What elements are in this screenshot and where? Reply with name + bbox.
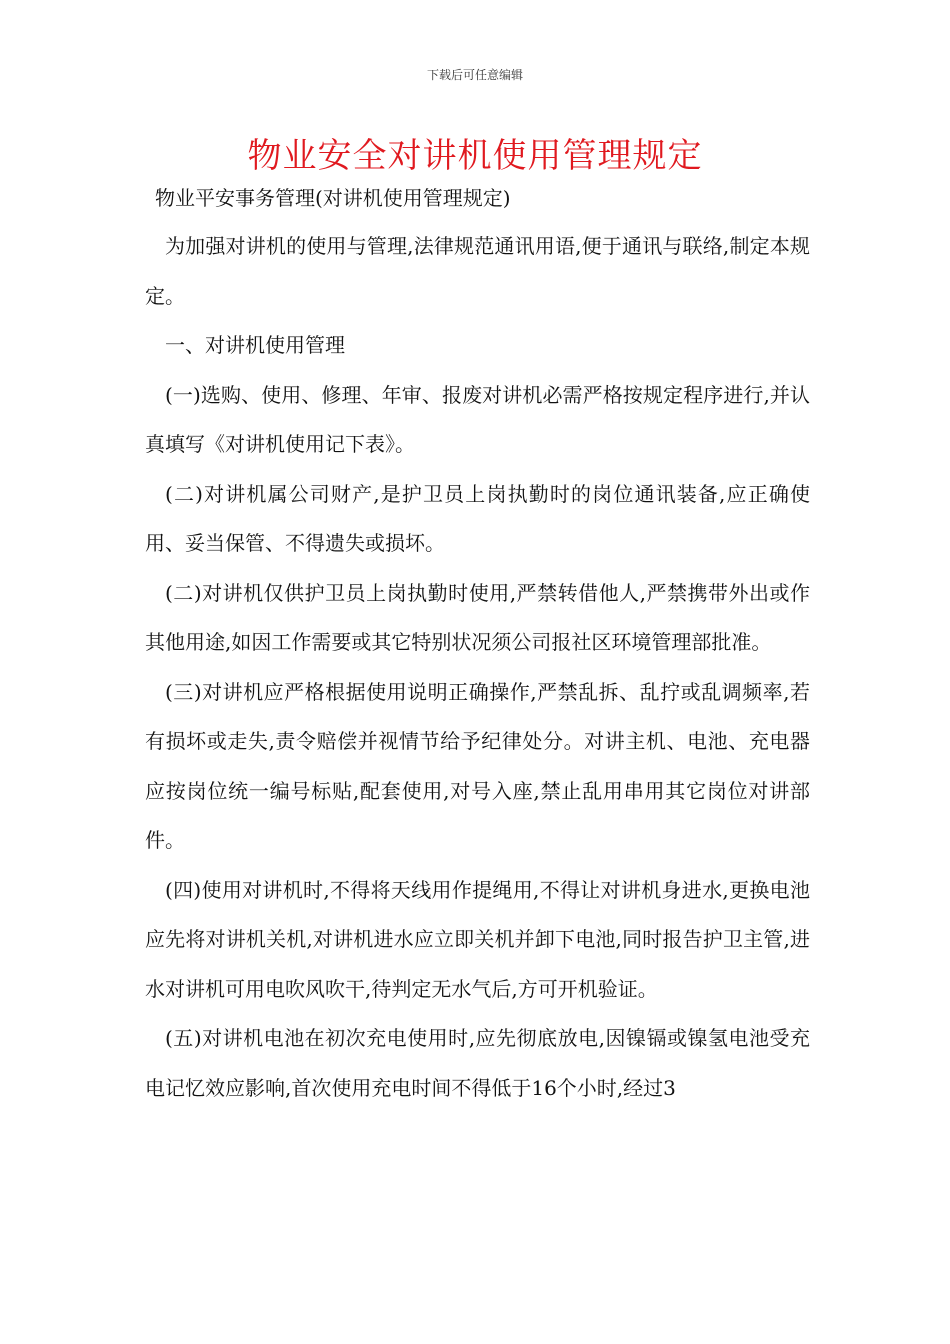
- paragraph-item-5: (四)使用对讲机时,不得将天线用作提绳用,不得让对讲机身进水,更换电池应先将对讲机关机,对讲机进水应立即关机并卸下电池,同时报告护卫主管,进水对讲机可用电吹风吹干,待判定无水气后,方可开机验证。: [145, 877, 810, 1001]
- document-subtitle: 物业平安事务管理(对讲机使用管理规定): [155, 186, 511, 210]
- document-body: [145, 178, 810, 1113]
- document-title: 物业安全对讲机使用管理规定: [247, 136, 703, 176]
- paragraph-item-6: (五)对讲机电池在初次充电使用时,应先彻底放电,因镍镉或镍氢电池受充电记忆效应影响,首次使用充电时间不得低于16个小时,经过3: [145, 1026, 810, 1100]
- paragraph-item-3: (二)对讲机仅供护卫员上岗执勤时使用,严禁转借他人,严禁携带外出或作其他用途,如因工作需要或其它特别状况须公司报社区环境管理部批准。: [145, 580, 810, 654]
- paragraph-intro: 为加强对讲机的使用与管理,法律规范通讯用语,便于通讯与联络,制定本规定。: [145, 234, 810, 308]
- paragraph-item-2: (二)对讲机属公司财产,是护卫员上岗执勤时的岗位通讯装备,应正确使用、妥当保管、不得遗失或损坏。: [145, 481, 810, 555]
- paragraph-item-1: (一)选购、使用、修理、年审、报废对讲机必需严格按规定程序进行,并认真填写《对讲机使用记下表》。: [145, 382, 810, 456]
- paragraph-item-4: (三)对讲机应严格根据使用说明正确操作,严禁乱拆、乱拧或乱调频率,若有损坏或走失,责令赔偿并视情节给予纪律处分。对讲主机、电池、充电器应按岗位统一编号标贴,配套使用,对号入座,禁止乱用串用其它岗位对讲部件。: [145, 679, 810, 852]
- header-note: 下载后可任意编辑: [426, 68, 523, 82]
- section-heading: 一、对讲机使用管理: [165, 333, 345, 357]
